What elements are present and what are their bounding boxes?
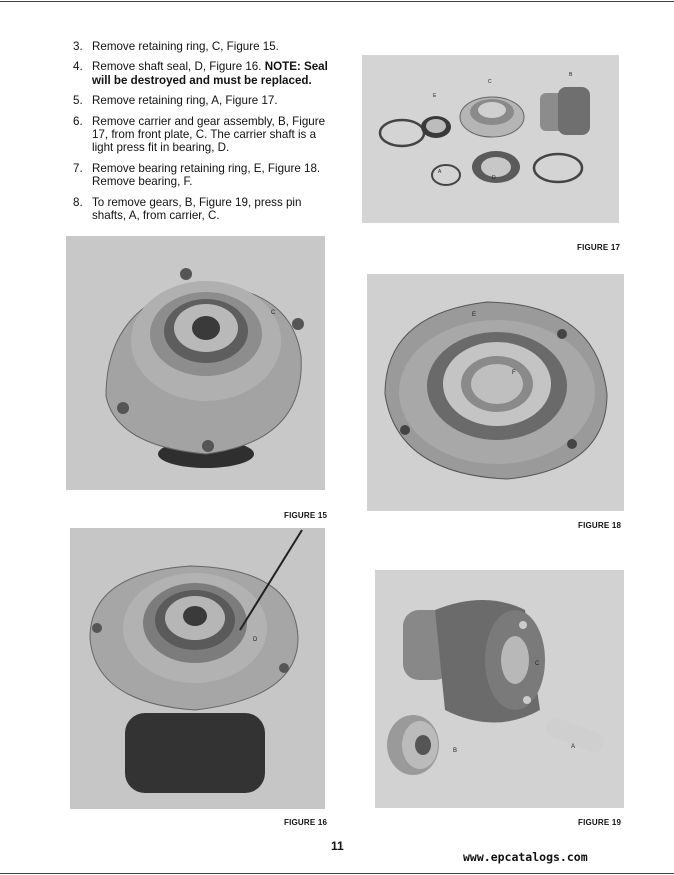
figure-17-photo	[362, 55, 619, 223]
label-F: F	[512, 370, 516, 376]
figure-16-photo	[70, 528, 325, 809]
step-3	[73, 40, 335, 53]
label-C: C	[488, 79, 492, 85]
bottom-rule	[0, 873, 674, 874]
instruction-steps	[73, 40, 335, 229]
figure-18-photo	[367, 274, 624, 511]
figure-19-photo	[375, 570, 624, 808]
top-rule	[0, 1, 674, 2]
step-6	[73, 115, 335, 155]
label-D: D	[253, 637, 258, 643]
step-text: Remove bearing retaining ring, E, Figure 18. Remove bearing, F.	[92, 161, 321, 189]
figure-15-photo	[66, 236, 325, 490]
step-5	[73, 94, 335, 107]
step-number: 5.	[73, 94, 83, 108]
figure-18-caption: FIGURE 18	[578, 521, 622, 530]
watermark-link[interactable]: www.epcatalogs.com	[463, 850, 588, 864]
figure-19-caption: FIGURE 19	[578, 818, 622, 827]
step-note: NOTE: Seal will be destroyed and must be replaced.	[92, 60, 328, 87]
step-number: 6.	[73, 114, 83, 128]
step-number: 4.	[73, 60, 83, 74]
label-D: D	[492, 175, 496, 181]
figure-17-caption: FIGURE 17	[577, 243, 621, 252]
page-number: 11	[331, 839, 344, 853]
label-C: C	[271, 310, 276, 316]
step-number: 3.	[73, 40, 83, 53]
label-A: A	[438, 169, 442, 175]
step-number: 8.	[73, 195, 83, 209]
label-A: A	[571, 744, 576, 750]
step-text: Remove retaining ring, C, Figure 15.	[92, 40, 279, 53]
label-B: B	[453, 748, 458, 754]
step-4	[73, 60, 335, 87]
step-text: To remove gears, B, Figure 19, press pin shafts, A, from carrier, C.	[92, 195, 302, 223]
label-B: B	[569, 72, 573, 78]
step-number: 7.	[73, 161, 83, 175]
step-8	[73, 196, 335, 223]
figure-16-caption: FIGURE 16	[284, 818, 328, 827]
label-E: E	[472, 312, 477, 318]
label-C: C	[535, 661, 540, 667]
figure-15-caption: FIGURE 15	[284, 511, 328, 520]
label-E: E	[433, 93, 437, 99]
step-text: Remove carrier and gear assembly, B, Figure 17, from front plate, C. The carrier shaft is a light press fit in bearing, D.	[92, 114, 326, 155]
step-text: Remove shaft seal, D, Figure 16.	[92, 60, 262, 74]
step-text: Remove retaining ring, A, Figure 17.	[92, 94, 278, 108]
step-7	[73, 162, 335, 189]
